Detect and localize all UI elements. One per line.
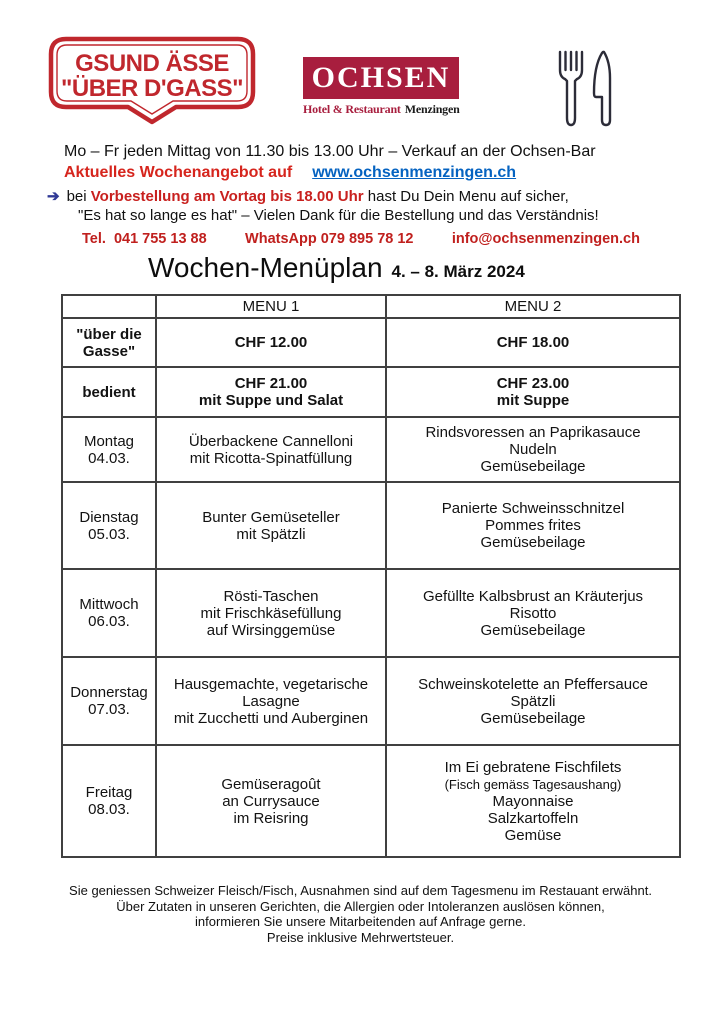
label-line: "über die (76, 325, 142, 343)
price-menu1-takeaway (156, 318, 386, 367)
brand-subtitle-primary: Hotel & Restaurant (303, 102, 401, 116)
dish-line: Rindsvoressen an Paprikasauce (425, 424, 641, 441)
footer-line: Über Zutaten in unseren Gerichten, die Allergien oder Intoleranzen auslösen können, (116, 898, 605, 914)
dish-line: Gemüsebeilage (480, 621, 586, 639)
price-note: mit Suppe und Salat (198, 392, 344, 409)
dish-note: (Fisch gemäss Tagesaushang) (444, 776, 622, 792)
header-empty-cell (62, 295, 156, 318)
day-name: Dienstag (79, 508, 139, 526)
intro-block (47, 142, 684, 225)
contact-row (82, 231, 640, 247)
page-title (148, 252, 525, 284)
dish-line: mit Ricotta-Spinatfüllung (189, 449, 353, 467)
menu2-cell (386, 417, 680, 482)
brand-name: OCHSEN (311, 61, 451, 94)
dish-line: Panierte Schweinsschnitzel (441, 500, 625, 517)
weekly-offer-label: Aktuelles Wochenangebot auf (64, 164, 293, 181)
day-row-donnerstag (62, 657, 680, 745)
dish-line: Gemüsebeilage (480, 534, 586, 551)
price-row-takeaway (62, 318, 680, 367)
price-row-served (62, 367, 680, 417)
menu1-cell (156, 657, 386, 745)
label-line: Gasse" (82, 342, 136, 360)
whatsapp-number: WhatsApp 079 895 78 12 (245, 231, 414, 247)
dish-line: mit Frischkäsefüllung (200, 604, 342, 622)
footer-notes (0, 883, 721, 945)
day-label (62, 569, 156, 657)
day-label (62, 482, 156, 569)
day-label (62, 745, 156, 857)
ochsen-logo (303, 57, 459, 117)
menu1-cell (156, 482, 386, 569)
day-date: 04.03. (88, 449, 130, 467)
menu-table (61, 294, 681, 858)
dish-line: im Reisring (233, 809, 309, 827)
day-name: Mittwoch (79, 596, 139, 613)
menu2-cell (386, 569, 680, 657)
gsund-aesse-badge (48, 36, 256, 126)
day-label (62, 417, 156, 482)
price-value: CHF 23.00 (496, 375, 570, 392)
day-name: Freitag (85, 784, 133, 801)
title-date-range: 4. – 8. März 2024 (391, 262, 525, 281)
dish-line: Mayonnaise (492, 792, 574, 810)
ochsen-banner (303, 57, 459, 99)
dish-line: mit Zucchetti und Auberginen (173, 709, 369, 727)
website-link[interactable]: www.ochsenmenzingen.ch (312, 164, 517, 181)
dish-line: Gemüseragoût (221, 775, 321, 793)
day-date: 08.03. (88, 801, 130, 818)
table-header-row (62, 295, 680, 318)
price-label-served (62, 367, 156, 417)
day-date: 05.03. (88, 525, 130, 543)
price-menu2-takeaway (386, 318, 680, 367)
day-row-mittwoch (62, 569, 680, 657)
weekly-offer-line (64, 163, 684, 182)
menu1-cell (156, 417, 386, 482)
day-name: Donnerstag (70, 684, 148, 701)
day-label (62, 657, 156, 745)
day-row-dienstag (62, 482, 680, 569)
dish-line: Pommes frites (485, 517, 581, 534)
dish-line: Hausgemachte, vegetarische (173, 675, 369, 693)
label-line: bedient (82, 383, 136, 401)
day-date: 07.03. (88, 701, 130, 718)
dish-line: Nudeln (509, 441, 557, 458)
dish-line: Spätzli (510, 692, 556, 710)
title-main: Wochen-Menüplan (148, 252, 383, 283)
price-menu1-served (156, 367, 386, 417)
badge-line1: GSUND ÄSSE (75, 50, 229, 77)
day-row-montag (62, 417, 680, 482)
dish-line: Gefüllte Kalbsbrust an Kräuterjus (422, 587, 644, 605)
dish-line: an Currysauce (222, 792, 320, 810)
dish-line: Gemüsebeilage (480, 458, 586, 475)
price-value: CHF 21.00 (234, 375, 308, 392)
brand-subtitle-secondary: Menzingen (404, 102, 460, 116)
preorder-pre: bei (66, 188, 91, 205)
dish-line: Im Ei gebratene Fischfilets (444, 758, 622, 776)
badge-line2: "ÜBER D'GASS" (61, 75, 243, 102)
price-label-takeaway (62, 318, 156, 367)
price-menu2-served (386, 367, 680, 417)
email-address: info@ochsenmenzingen.ch (451, 231, 640, 247)
day-date: 06.03. (88, 613, 130, 630)
menu1-cell (156, 569, 386, 657)
dish-line: Lasagne (242, 692, 300, 710)
phone-number: Tel. 041 755 13 88 (82, 231, 207, 247)
opening-hours-line: Mo – Fr jeden Mittag von 11.30 bis 13.00 Uhr – Verkauf an der Ochsen-Bar (64, 143, 596, 160)
header-menu2: MENU 2 (386, 295, 680, 318)
footer-line: Preise inklusive Mehrwertsteuer. (266, 929, 455, 945)
arrow-right-icon: ➔ (47, 188, 60, 205)
preorder-line (47, 187, 684, 206)
dish-line: Bunter Gemüseteller (202, 508, 340, 526)
badge-bubble-icon (48, 36, 256, 126)
dish-line: Schweinskotelette an Pfeffersauce (418, 675, 648, 693)
price-value: CHF 12.00 (234, 334, 308, 351)
day-row-freitag (62, 745, 680, 857)
footer-line: Sie geniessen Schweizer Fleisch/Fisch, Ausnahmen sind auf dem Tagesmenu im Restauant erwähnt. (69, 883, 652, 898)
menu1-cell (156, 745, 386, 857)
dish-line: Risotto (509, 604, 557, 622)
menu2-cell (386, 482, 680, 569)
dish-line: auf Wirsinggemüse (206, 621, 336, 639)
header-menu1: MENU 1 (156, 295, 386, 318)
menu2-cell (386, 657, 680, 745)
menu2-cell (386, 745, 680, 857)
dish-line: Gemüsebeilage (480, 709, 586, 727)
preorder-highlight: Vorbestellung am Vortag bis 18.00 Uhr (90, 188, 364, 205)
dish-line: mit Spätzli (236, 525, 306, 543)
dish-line: Überbackene Cannelloni (188, 432, 354, 450)
dish-line: Salzkartoffeln (487, 809, 579, 827)
cutlery-icon (552, 50, 618, 135)
day-name: Montag (83, 432, 135, 450)
footer-line: informieren Sie unsere Mitarbeitenden auf Anfrage gerne. (195, 914, 526, 929)
dish-line: Gemüse (504, 826, 562, 844)
preorder-post: hast Du Dein Menu auf sicher, (363, 188, 569, 205)
thanks-line: "Es hat so lange es hat" – Vielen Dank für die Bestellung und das Verständnis! (78, 207, 599, 224)
dish-line: Rösti-Taschen (223, 587, 319, 605)
price-note: mit Suppe (496, 392, 570, 409)
brand-subtitle (303, 102, 459, 117)
price-value: CHF 18.00 (496, 334, 570, 351)
